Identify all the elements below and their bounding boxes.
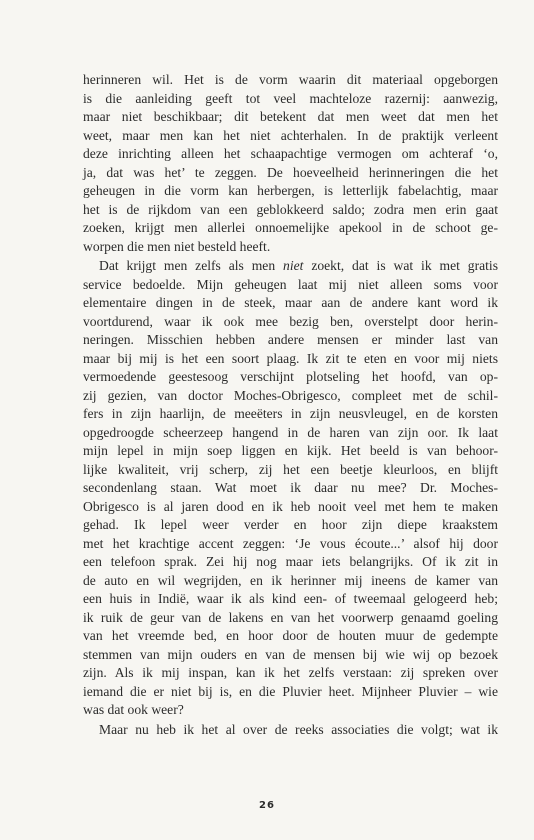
text-line: van het vreemde bed, en hoor door de houten muur de gedempte	[83, 628, 498, 643]
text-line: zij gezien, van doctor Moches-Obrigesco, compleet met de schil-	[83, 387, 498, 403]
text-line: stemmen van mijn ouders en van de mensen bij wie wij op bezoek	[83, 646, 498, 662]
text-line: Dat krijgt men zelfs als men niet zoekt, dat is wat ik met gratis	[99, 258, 498, 273]
text-line: service bedoelde. Mijn geheugen laat mij niet alleen soms voor	[83, 276, 498, 292]
text-line: fers in zijn haarlijn, de meeëters in zijn neusvleugel, en de korsten	[83, 406, 498, 421]
text-line: het is de rijkdom van een geblokkeerd saldo; zodra men erin gaat	[83, 201, 498, 217]
text-line: Obrigesco is al jaren dood en ik heb nooit veel met hem te maken	[83, 498, 498, 514]
text-line: met het krachtige accent zeggen: ‘Je vous écoute...’ alsof hij door	[83, 535, 498, 551]
text-line: elementaire dingen in de steek, maar aan de andere kant word ik	[83, 295, 498, 310]
text-line: vermoedende geestesoog verschijnt plotseling het hoofd, van op-	[83, 369, 498, 384]
text-line: neringen. Misschien hebben andere mensen er minder last van	[83, 332, 498, 347]
text-line: een telefoon sprak. Zei hij nog maar iets belangrijks. Of ik zit in	[83, 554, 498, 569]
text-line: iemand die er niet bij is, en die Pluvier heet. Mijnheer Pluvier – wie	[83, 683, 498, 699]
text-line: worpen die men niet besteld heeft.	[83, 238, 271, 254]
page-number: 26	[259, 800, 275, 811]
text-line: gehad. Ik lepel weer verder en hoor zijn diepe kraakstem	[83, 517, 498, 532]
text-line: opgedroogde scheerzeep hangend in de haren van zijn oor. Ik laat	[83, 424, 498, 440]
text-line: ja, dat was het’ te zeggen. De hoeveelheid herinneringen die het	[83, 164, 498, 180]
paragraph-2	[83, 257, 498, 720]
text-line: mijn lepel in mijn soep liggen en kijk. Het beeld is van behoor-	[83, 443, 498, 458]
paragraph-3	[83, 721, 498, 740]
text-line: de auto en wil wegrijden, en ik herinner mij ineens de kamer van	[83, 572, 498, 588]
text-line: ik ruik de geur van de lakens en van het voorwerp genaamd goeling	[83, 609, 498, 625]
text-line: Maar nu heb ik het al over de reeks associaties die volgt; wat ik	[99, 721, 498, 737]
paragraph-1	[83, 71, 498, 256]
text-line: voortdurend, waar ik ook mee bezig ben, overstelpt door herin-	[83, 313, 498, 329]
emphasis-text: niet	[283, 258, 304, 273]
text-line: een huis in Indië, waar ik als kind een- of tweemaal gelogeerd heb;	[83, 591, 498, 606]
text-line: maar bij mij is het een soort plaag. Ik zit te eten en voor mij niets	[83, 350, 498, 366]
text-line: geheugen in die vorm kan herbergen, is letterlijk fabelachtig, maar	[83, 183, 498, 198]
text-line: weet, maar men kan het niet achterhalen. In de praktijk verleent	[83, 127, 498, 143]
text-line: secondenlang staan. Wat moet ik daar nu mee? Dr. Moches-	[83, 480, 498, 495]
body-text	[83, 71, 498, 740]
text-line: deze inrichting alleen het schaapachtige vermogen om achteraf ‘o,	[83, 146, 498, 161]
text-line: zijn. Als ik mij inspan, kan ik het zelfs verstaan: zij spreken over	[83, 665, 498, 680]
text-line: zoeken, krijgt men allerlei onnoemelijke apekool in de schoot ge-	[83, 220, 498, 235]
text-line: was dat ook weer?	[83, 702, 184, 717]
text-line: is die aanleiding geeft tot veel machteloze razernij: aanwezig,	[83, 90, 498, 106]
text-line: maar niet beschikbaar; dit betekent dat men weet dat men het	[83, 109, 498, 124]
text-line: lijke kwaliteit, vrij scherp, zij het een beetje kleurloos, en blijft	[83, 461, 498, 477]
text-line: herinneren wil. Het is de vorm waarin dit materiaal opgeborgen	[83, 72, 498, 87]
